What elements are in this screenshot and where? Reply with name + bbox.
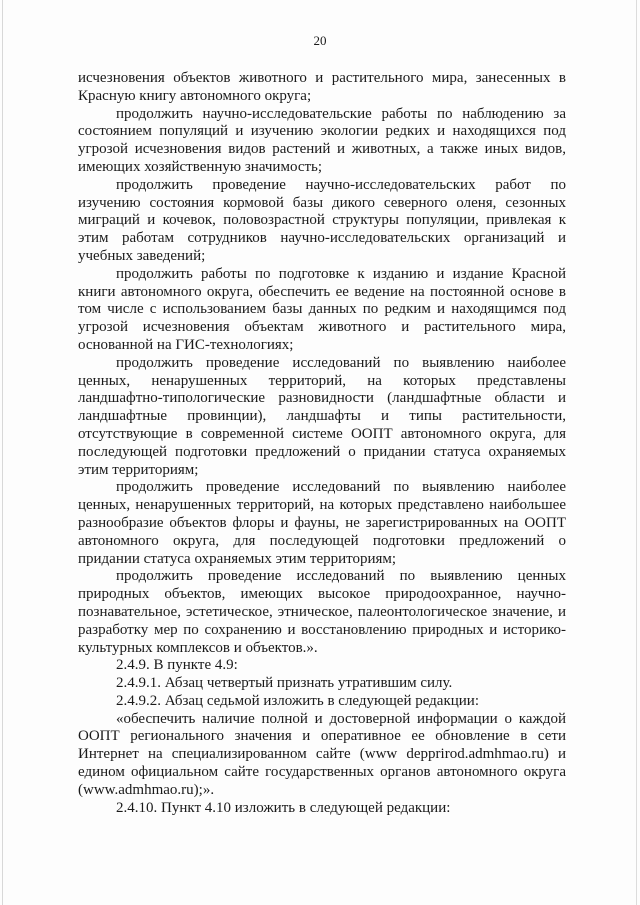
paragraph: продолжить проведение исследований по выявлению наиболее ценных, ненарушенных территорий, на которых представлены ландшафтно-типологические разновидности (ландшафтные области и ландшафтные провинции), ландшафты и типы растительности, отсутствующие в современной системе ООПТ автономного округа, для последующей подготовки предложений о придании статуса охраняемых этим территориям; <box>78 354 566 478</box>
paragraph: продолжить работы по подготовке к изданию и издание Красной книги автономного округа, обеспечить ее ведение на постоянной основе в том числе с использованием базы данных по редким и находящимся под угрозой исчезновения объектам животного и растительного мира, основанной на ГИС-технологиях; <box>78 265 566 353</box>
paragraph: продолжить проведение исследований по выявлению наиболее ценных, ненарушенных территорий, на которых представлено наибольшее разнообразие объектов флоры и фауны, не зарегистрированных на ООПТ автономного округа, для последующей подготовки предложений о придании статуса охраняемых этим территориям; <box>78 479 566 567</box>
paragraph: продолжить научно-исследовательские работы по наблюдению за состоянием популяций и изучению экологии редких и находящихся под угрозой исчезновения видов растений и животных, а также иных видов, имеющих хозяйственную значимость; <box>78 105 566 175</box>
scan-edge-right <box>636 0 637 905</box>
section-item: 2.4.10. Пункт 4.10 изложить в следующей редакции: <box>116 799 451 816</box>
section-item: 2.4.9.1. Абзац четвертый признать утратившим силу. <box>116 675 453 692</box>
section-item: 2.4.9. В пункте 4.9: <box>116 657 238 674</box>
paragraph: продолжить проведение научно-исследовательских работ по изучению состояния кормовой базы дикого северного оленя, сезонных миграций и кочевок, половозрастной структуры популяции, привлекая к этим работам сотрудников научно-исследовательских организаций и учебных заведений; <box>78 176 566 264</box>
body-text <box>78 70 566 817</box>
page-number: 20 <box>313 33 327 48</box>
paragraph: продолжить проведение исследований по выявлению ценных природных объектов, имеющих высокое природоохранное, научно-познавательное, эстетическое, этническое, палеонтологическое значение, и разработку мер по сохранению и восстановлению природных и историко-культурных комплексов и объектов.». <box>78 568 566 656</box>
section-item: 2.4.9.2. Абзац седьмой изложить в следующей редакции: <box>116 692 480 709</box>
paragraph: «обеспечить наличие полной и достоверной информации о каждой ООПТ регионального значения и оперативное ее обновление в сети Интернет на специализированном сайте (www depprirod.admhmao.ru) и едином официальном сайте государственных органов автономного округа (www.admhmao.ru);». <box>78 710 566 798</box>
scan-edge-left <box>2 0 3 905</box>
paragraph: исчезновения объектов животного и растительного мира, занесенных в Красную книгу автономного округа; <box>78 70 566 104</box>
